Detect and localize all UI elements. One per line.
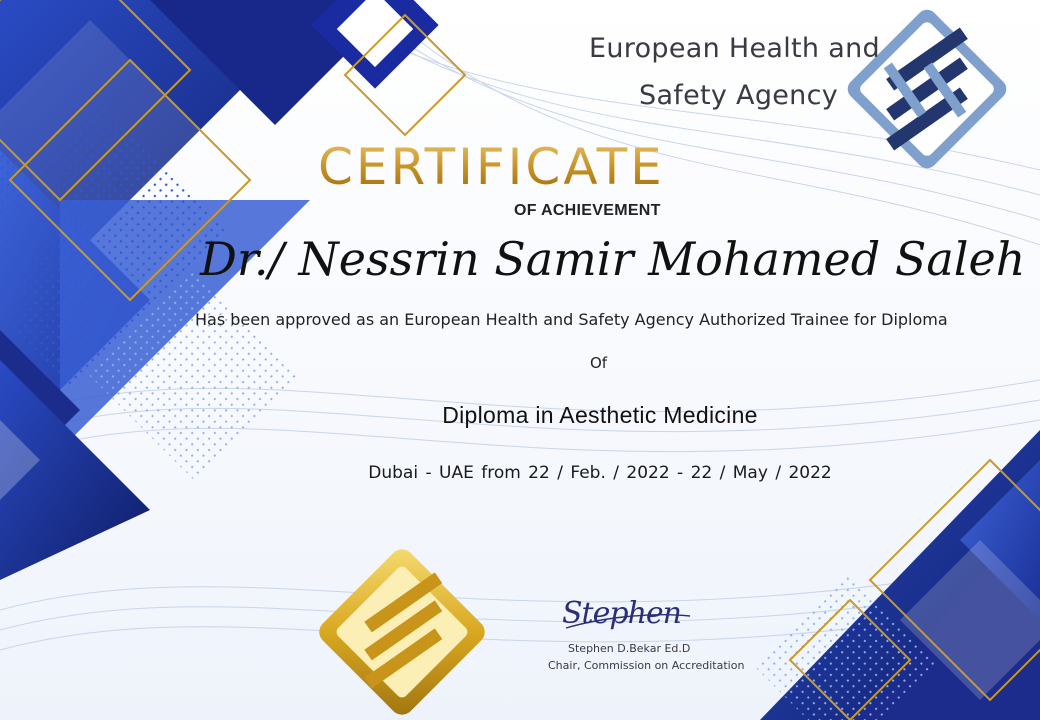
signatory-name: Stephen D.Bekar Ed.D bbox=[568, 642, 691, 655]
agency-name-line1: European Health and bbox=[589, 33, 880, 64]
location-and-dates: Dubai - UAE from 22 / Feb. / 2022 - 22 / May / 2022 bbox=[368, 463, 832, 483]
signatory-title: Chair, Commission on Accreditation bbox=[548, 659, 745, 672]
of-label: Of bbox=[590, 354, 608, 372]
agency-logo-icon bbox=[844, 6, 1011, 173]
agency-name-line2: Safety Agency bbox=[639, 80, 839, 111]
certificate-subtitle: OF ACHIEVEMENT bbox=[514, 202, 661, 219]
certificate-title: CERTIFICATE bbox=[318, 138, 680, 196]
signature-script: Stephen bbox=[562, 596, 681, 631]
gold-seal-icon bbox=[314, 544, 489, 719]
approval-text: Has been approved as an European Health and Safety Agency Authorized Trainee for Diploma bbox=[195, 310, 948, 329]
diploma-name: Diploma in Aesthetic Medicine bbox=[442, 402, 758, 428]
recipient-name: Dr./ Nessrin Samir Mohamed Saleh bbox=[200, 232, 1026, 286]
